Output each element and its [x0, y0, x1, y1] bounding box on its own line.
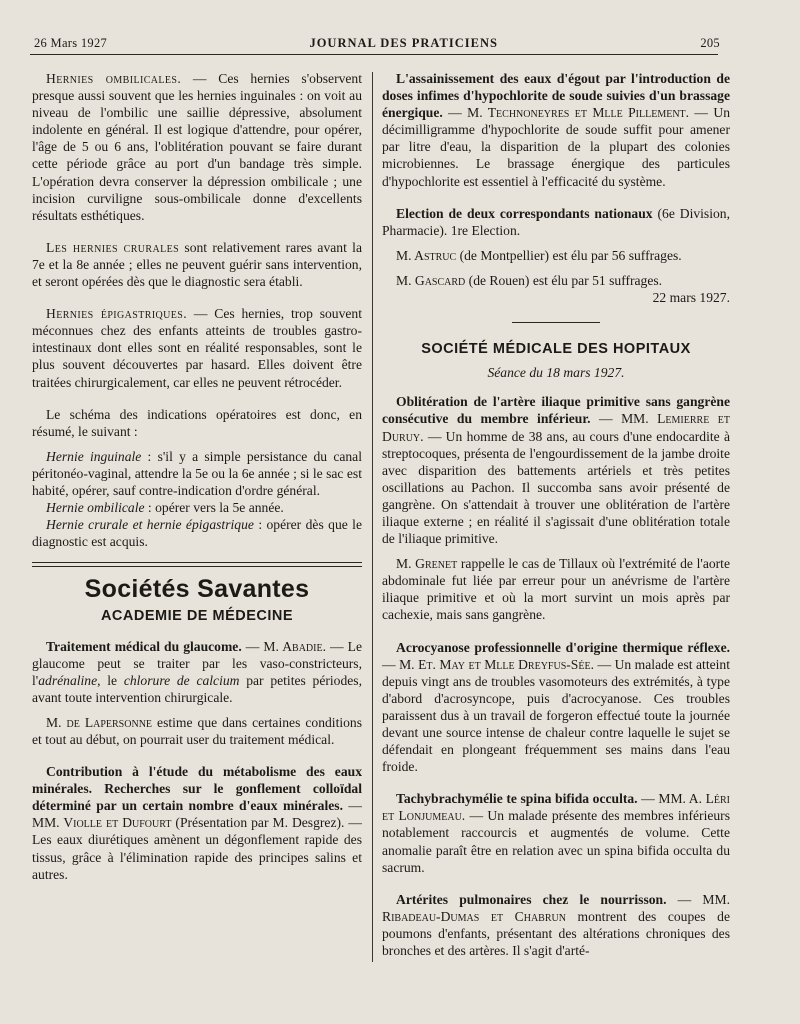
em-hernie-crurale: Hernie crurale et hernie épigastrique: [46, 517, 254, 533]
running-head: [34, 36, 720, 51]
text-arterites: montrent des coupes de poumons d'enfants, présentant des altérations chroniques des bronches et des artères. Il s'agit d'arté-: [382, 908, 730, 959]
article-election: [382, 205, 730, 239]
right-column: [382, 70, 730, 959]
page-number: 205: [700, 36, 720, 50]
title-arterites: Artérites pulmonaires chez le nourrisson.: [396, 891, 667, 907]
text-hernies-epigastriques: — Ces hernies, trop souvent méconnues chez des enfants atteints de troubles gastro-intestinaux dont elles sont en réalité responsables, sont le plus souvent découvertes par hasard. Elles doivent être traitées chirurgicalement, car elles ne peuvent rétrocéder.: [32, 306, 362, 390]
authors-obliteration: — MM. Lemierre et Duruy.: [382, 411, 730, 444]
hospital-society-title: SOCIÉTÉ MÉDICALE DES HOPITAUX: [421, 341, 691, 358]
para-hernie-crurale: [32, 516, 362, 550]
text-acrocyanose: — Un malade est atteint depuis vingt ans de troubles vasomoteurs des extrémités, à type d'abord d'acrosyncope, puis d'acrocyanose. Ces troubles paraissent dus à un travail de forgeron effectué toute la journée devant une source intense de chaleur contre laquelle le sujet se défendait en plongeant fréquemment ses mains dans l'eau froide.: [382, 656, 730, 775]
title-obliteration: Oblitération de l'artère iliaque primitive sans gangrène consécutive du membre inférieur.: [382, 394, 730, 427]
section-title: Sociétés Savantes: [84, 575, 310, 604]
title-tachybrachymelie: Tachybrachymélie te spina bifida occulta.: [396, 791, 638, 807]
lead-hernies-ombilicales: Hernies ombilicales.: [46, 71, 182, 86]
author-astruc: M. Astruc: [396, 247, 457, 263]
lead-hernies-epigastriques: Hernies épigastriques.: [46, 306, 188, 322]
section-double-rule: [32, 562, 362, 567]
text-astruc: (de Montpellier) est élu par 56 suffrages.: [456, 247, 682, 263]
article-arterites: [382, 891, 730, 959]
article-eaux-minerales: [32, 763, 362, 883]
authors-acrocyanose: — M. Et. May et Mlle Dreyfus-Sée.: [382, 656, 594, 672]
lead-hernies-crurales: Les hernies crurales: [46, 239, 180, 255]
para-hernies-ombilicales: [32, 70, 362, 224]
text-eaux-minerales: (Présentation par M. Desgrez). — Les eaux diurétiques amènent un dégonflement rapide des tissus, grâce à l'élimination rapide des principes salins et autres.: [32, 815, 362, 882]
title-acrocyanose: Acrocyanose professionnelle d'origine thermique réflexe.: [396, 639, 730, 655]
title-election: Election de deux correspondants nationaux: [396, 205, 653, 221]
text-hernies-ombilicales: — Ces hernies s'observent presque aussi souvent que les hernies inguinales : on voit au niveau de l'ombilic une saillie dépressive, absolument indolente en général. Il est logique d'attendre, pour opérer, l'âge de 5 ou 6 ans, l'oblitération pouvant se faire durant cette période grâce au port d'un bandage très simple. L'opération devra conserver la dépression ombilicale ; une incision curviligne sous-ombilicale donne d'excellents résultats esthétiques.: [32, 71, 362, 223]
author-lapersonne: M. de Lapersonne: [46, 714, 153, 730]
title-eaux-minerales: Contribution à l'étude du métabolisme des eaux minérales. Recherches sur le gonflement colloïdal déterminé par un certain nombre d'eaux minérales.: [32, 764, 362, 814]
journal-title: JOURNAL DES PRATICIENS: [309, 36, 498, 50]
article-acrocyanose: [382, 639, 730, 776]
left-column: [32, 70, 362, 883]
text-hernie-ombilicale: : opérer vers la 5e année.: [144, 500, 284, 516]
article-glaucome: [32, 638, 362, 706]
authors-tachybrachymelie: — MM. A. Léri et Lonjumeau.: [382, 791, 730, 824]
text-grenet: rappelle le cas de Tillaux où l'extrémité de l'aorte abdominale fut liée par erreur pour un anévrisme de l'artère iliaque primitive et où la mort survint un mois après par cachexie, mais sans gangrène.: [382, 556, 730, 623]
em-hernie-ombilicale: Hernie ombilicale: [46, 500, 145, 516]
text-glaucome-3: par petites périodes, avant toute intervention chirurgicale.: [32, 672, 362, 705]
column-divider: [372, 72, 373, 962]
author-gascard: M. Gascard: [396, 272, 466, 288]
para-hernies-epigastriques: [32, 305, 362, 390]
authors-eaux-egout: — M. Technoneyres et Mlle Pillement.: [442, 105, 690, 121]
seance-date: Séance du 18 mars 1927.: [487, 365, 625, 381]
para-hernies-crurales: [32, 239, 362, 290]
para-hernie-inguinale: [32, 448, 362, 499]
text-glaucome-1: — Le glaucome peut se traiter par les vaso-constricteurs, l': [32, 638, 363, 688]
election-date: 22 mars 1927.: [652, 290, 730, 306]
header-rule: [30, 54, 718, 55]
election-gascard: [382, 272, 730, 289]
election-astruc: [382, 247, 730, 264]
authors-eaux-minerales: — MM. Violle et Dufourt: [32, 798, 362, 831]
article-lapersonne: [32, 714, 362, 748]
text-gascard: (de Rouen) est élu par 51 suffrages.: [465, 272, 663, 288]
text-hernie-crurale: : opérer dès que le diagnostic est acquis.: [32, 517, 362, 550]
para-schema: Le schéma des indications opératoires est donc, en résumé, le suivant :: [32, 406, 362, 439]
header-date: 26 Mars 1927: [34, 36, 108, 50]
em-adrenaline: adrénaline: [38, 672, 98, 688]
article-tachybrachymelie: [382, 790, 730, 875]
em-chlorure: chlorure de calcium: [123, 672, 240, 688]
text-hernie-inguinale: : s'il y a simple persistance du canal péritonéo-vaginal, attendre la 5e ou la 6e année ; si le sac est habité, opérer, sauf contre-indication d'ordre général.: [32, 448, 362, 498]
text-lapersonne: estime que dans certaines conditions et tout au début, on pourrait user du traitement médical.: [32, 714, 363, 747]
text-eaux-egout: — Un décimilligramme d'hypochlorite de soude suffit pour amener par litre d'eau, la disparition de la plupart des colonies microbiennes. Le brassage énergique des particules d'hypochlorite est essentiel à l'efficacité du système.: [382, 105, 730, 189]
text-glaucome-2: , le: [97, 672, 124, 688]
para-hernie-ombilicale: [32, 499, 362, 516]
text-election: (6e Division, Pharmacie). 1re Election.: [382, 205, 730, 238]
article-eaux-egout: [382, 70, 730, 190]
short-rule: [512, 322, 600, 323]
text-obliteration: — Un homme de 38 ans, au cours d'une endocardite à streptocoques, présenta de l'engourdissement de la jambe droite avec disparition des battements artériels et très petites oscillations au Pachon. Il succomba sans avoir présenté de gangrène. On s'attendait à trouver une oblitération de l'artère iliaque externe ; en réalité il s'agissait d'une oblitération totale de l'iliaque primitive.: [382, 428, 730, 547]
authors-arterites: — MM. Ribadeau-Dumas et Chabrun: [382, 891, 731, 924]
title-eaux-egout: L'assainissement des eaux d'égout par l'introduction de doses infimes d'hypochlorite de soude suivies d'un brassage énergique.: [382, 71, 730, 121]
text-hernies-crurales: sont relativement rares avant la 7e et la 8e année ; elles ne peuvent guérir sans intervention, et seront opérées dès que le diagnostic sera établi.: [32, 239, 362, 290]
authors-glaucome: — M. Abadie.: [241, 638, 326, 654]
text-tachybrachymelie: — Un malade présente des membres inférieurs notablement raccourcis et augmentés de volume. Cette anomalie paraît être en relation avec un spina bifida occulta du sacrum.: [382, 808, 730, 875]
article-obliteration: [382, 393, 730, 547]
author-grenet: M. Grenet: [396, 556, 458, 572]
academie-title: ACADEMIE DE MÉDECINE: [100, 608, 294, 625]
title-glaucome: Traitement médical du glaucome.: [46, 638, 242, 654]
em-hernie-inguinale: Hernie inguinale: [46, 448, 142, 464]
article-grenet: [382, 555, 730, 623]
